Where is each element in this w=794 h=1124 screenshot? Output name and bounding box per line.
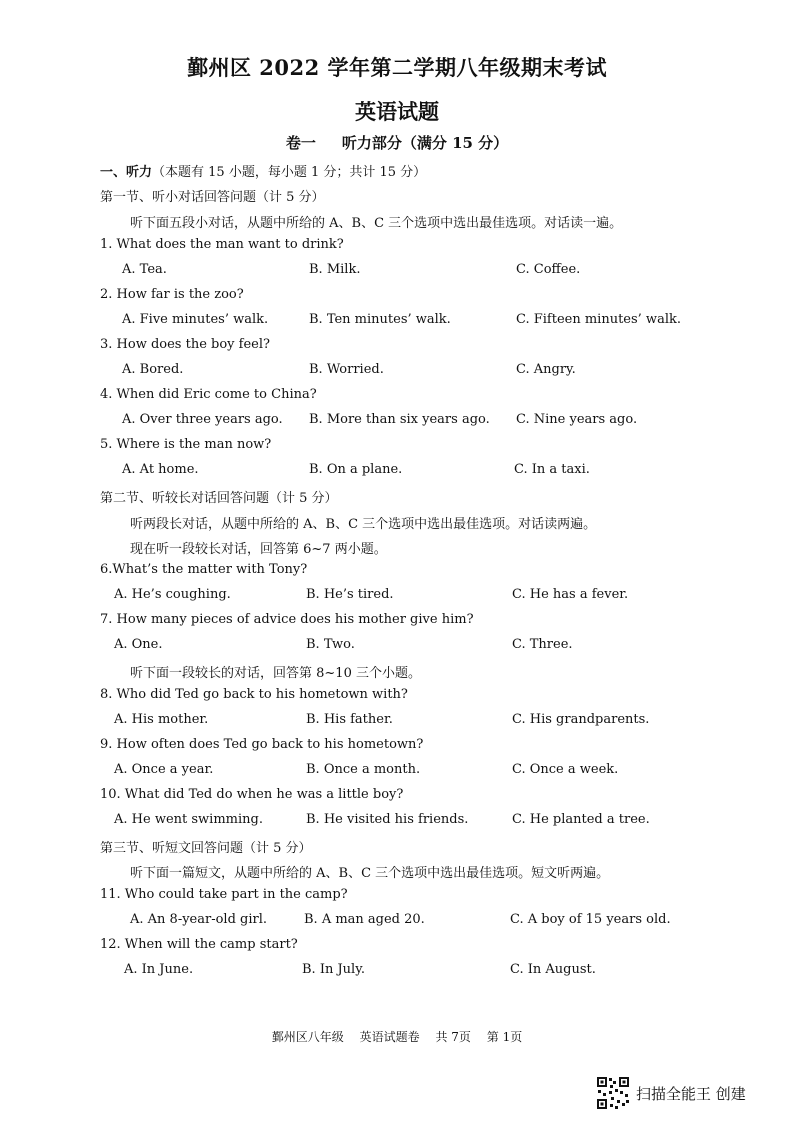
option-b: B. Milk. (309, 262, 361, 277)
option-c: C. A boy of 15 years old. (510, 912, 671, 927)
question-8: 8. Who did Ted go back to his hometown with? (100, 687, 408, 702)
option-a: A. He went swimming. (114, 812, 263, 827)
option-c: C. Fifteen minutes’ walk. (516, 312, 681, 327)
volume-heading (0, 132, 794, 153)
footer-page: 第 1页 (486, 1030, 523, 1044)
part2-heading: 第二节、听较长对话回答问题（计 5 分） (100, 491, 338, 506)
page-footer (0, 1028, 794, 1045)
question-2: 2. How far is the zoo? (100, 287, 244, 302)
option-c: C. Three. (512, 637, 573, 652)
footer-school: 鄞州区八年级 (271, 1030, 344, 1044)
question-3: 3. How does the boy feel? (100, 337, 270, 352)
part2-sub-instruction: 听下面一段较长的对话，回答第 8~10 三个小题。 (130, 666, 421, 681)
option-b: B. Two. (306, 637, 355, 652)
scanner-text: 扫描全能王 创建 (636, 1084, 746, 1103)
option-c: C. He has a fever. (512, 587, 629, 602)
volume-label: 卷一 (285, 134, 316, 152)
question-9: 9. How often does Ted go back to his hometown? (100, 737, 424, 752)
question-5: 5. Where is the man now? (100, 437, 272, 452)
exam-subtitle: 英语试题 (355, 99, 439, 124)
option-b: B. In July. (302, 962, 365, 977)
section-heading (100, 161, 426, 180)
option-a: A. At home. (122, 462, 199, 477)
option-a: A. Bored. (122, 362, 184, 377)
question-6: 6.What’s the matter with Tony? (100, 562, 308, 577)
question-10: 10. What did Ted do when he was a little boy? (100, 787, 404, 802)
part2-sub-instruction: 现在听一段较长对话，回答第 6~7 两小题。 (130, 542, 387, 557)
section-title: 一、听力 (100, 165, 153, 180)
option-a: A. One. (114, 637, 163, 652)
option-b: B. He’s tired. (306, 587, 394, 602)
option-b: B. A man aged 20. (304, 912, 425, 927)
question-7: 7. How many pieces of advice does his mother give him? (100, 612, 474, 627)
option-c: C. In a taxi. (514, 462, 590, 477)
option-c: C. He planted a tree. (512, 812, 650, 827)
exam-title: 鄞州区 2022 学年第二学期八年级期末考试 (186, 55, 608, 80)
question-11: 11. Who could take part in the camp? (100, 887, 348, 902)
question-12: 12. When will the camp start? (100, 937, 298, 952)
question-1: 1. What does the man want to drink? (100, 237, 344, 252)
option-a: A. Tea. (122, 262, 167, 277)
option-a: A. In June. (124, 962, 194, 977)
scanner-watermark (596, 1076, 746, 1110)
option-b: B. Worried. (309, 362, 384, 377)
option-c: C. In August. (510, 962, 596, 977)
option-a: A. His mother. (114, 712, 209, 727)
part1-instruction: 听下面五段小对话，从题中所给的 A、B、C 三个选项中选出最佳选项。对话读一遍。 (130, 216, 623, 231)
section-note: （本题有 15 小题，每小题 1 分；共计 15 分） (152, 165, 427, 180)
volume-name: 听力部分（满分 15 分） (341, 134, 509, 152)
part2-instruction: 听两段长对话，从题中所给的 A、B、C 三个选项中选出最佳选项。对话读两遍。 (130, 517, 597, 532)
option-a: A. Once a year. (114, 762, 214, 777)
option-a: A. He’s coughing. (114, 587, 231, 602)
option-b: B. His father. (306, 712, 393, 727)
option-a: A. Five minutes’ walk. (122, 312, 269, 327)
option-b: B. He visited his friends. (306, 812, 469, 827)
part3-instruction: 听下面一篇短文，从题中所给的 A、B、C 三个选项中选出最佳选项。短文听两遍。 (130, 866, 610, 881)
option-b: B. Once a month. (306, 762, 421, 777)
option-c: C. His grandparents. (512, 712, 650, 727)
option-a: A. An 8-year-old girl. (130, 912, 268, 927)
footer-total: 共 7页 (435, 1030, 471, 1044)
question-4: 4. When did Eric come to China? (100, 387, 317, 402)
option-b: B. Ten minutes’ walk. (309, 312, 451, 327)
option-c: C. Coffee. (516, 262, 581, 277)
qr-code-icon (596, 1076, 630, 1110)
option-a: A. Over three years ago. (122, 412, 283, 427)
option-c: C. Once a week. (512, 762, 619, 777)
option-b: B. More than six years ago. (309, 412, 490, 427)
part1-heading: 第一节、听小对话回答问题（计 5 分） (100, 190, 325, 205)
part3-heading: 第三节、听短文回答问题（计 5 分） (100, 841, 312, 856)
footer-paper: 英语试题卷 (359, 1030, 420, 1044)
option-c: C. Angry. (516, 362, 576, 377)
option-b: B. On a plane. (309, 462, 403, 477)
option-c: C. Nine years ago. (516, 412, 638, 427)
